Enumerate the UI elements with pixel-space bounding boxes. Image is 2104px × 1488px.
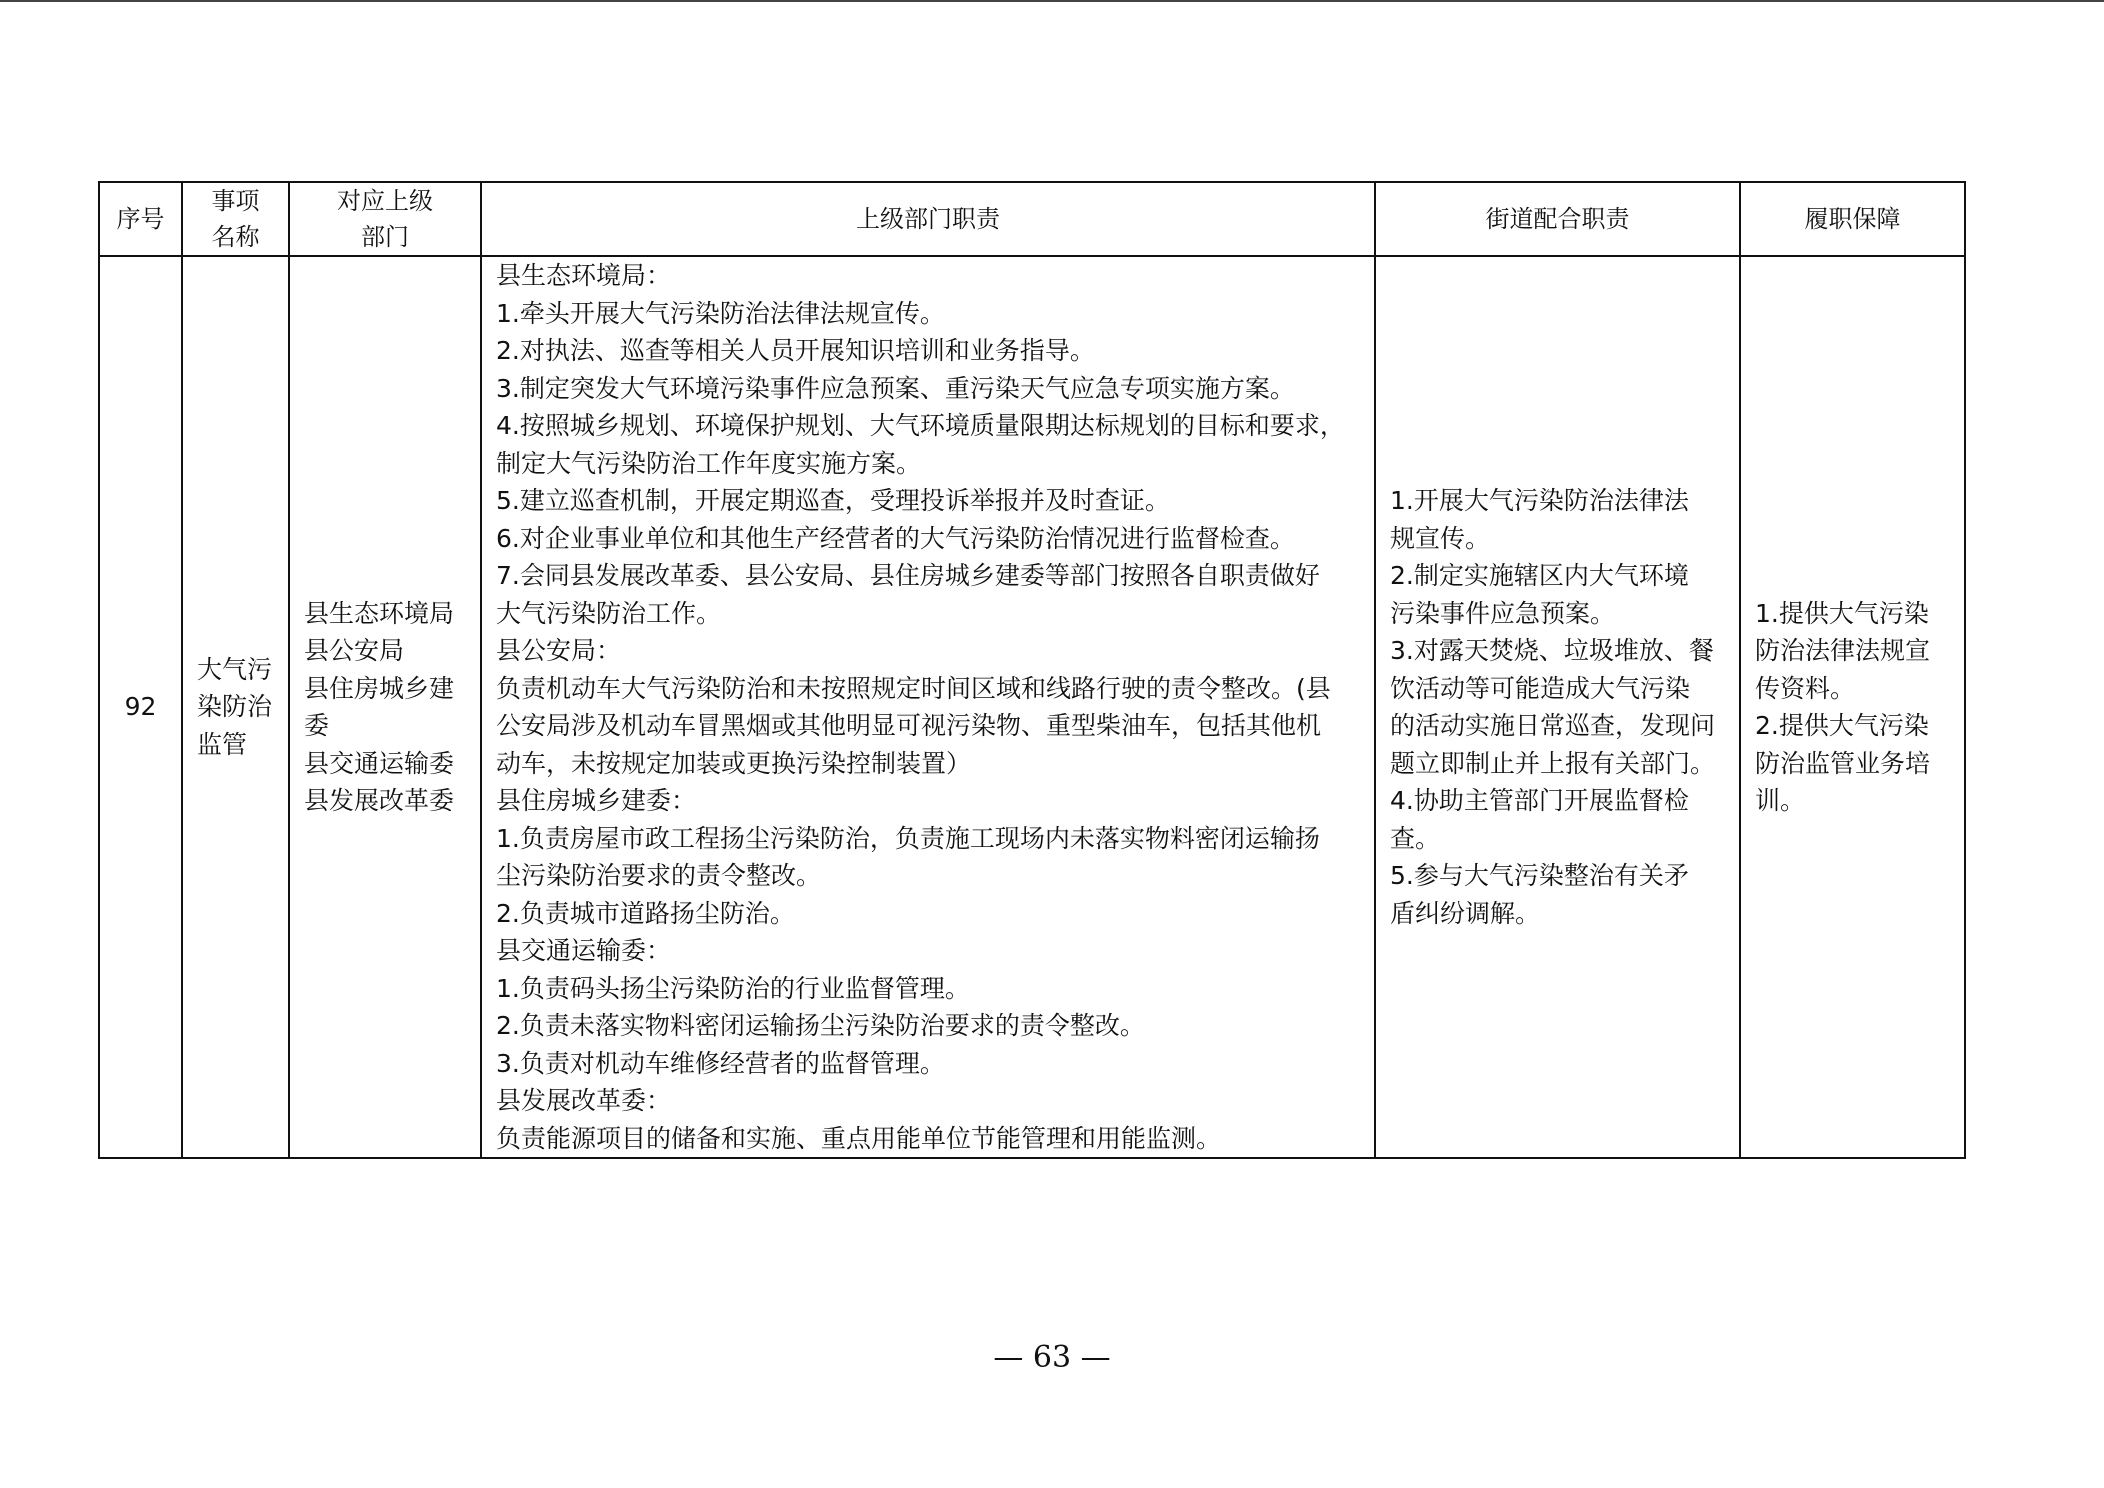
header-item-name: 事项 名称	[182, 182, 289, 256]
header-support: 履职保障	[1740, 182, 1965, 256]
cell-upper-duties: 县生态环境局： 1.牵头开展大气污染防治法律法规宣传。 2.对执法、巡查等相关人员开展知识培训和业务指导。 3.制定突发大气环境污染事件应急预案、重污染天气应急专项实施方案。 4.按照城乡规划、环境保护规划、大气环境质量限期达标规划的目标和要求， 制定大气污染防治工作年度实施方案。 5.建立巡查机制，开展定期巡查，受理投诉举报并及时查证。 6.对企业事业单位和其他生产经营者的大气污染防治情况进行监督检查。 7.会同县发展改革委、县公安局、县住房城乡建委等部门按照各自职责做好 大气污染防治工作。 县公安局： 负责机动车大气污染防治和未按照规定时间区域和线路行驶的责令整改。(县 公安局涉及机动车冒黑烟或其他明显可视污染物、重型柴油车，包括其他机 动车，未按规定加装或更换污染控制装置） 县住房城乡建委： 1.负责房屋市政工程扬尘污染防治，负责施工现场内未落实物料密闭运输扬 尘污染防治要求的责令整改。 2.负责城市道路扬尘防治。 县交通运输委： 1.负责码头扬尘污染防治的行业监督管理。 2.负责未落实物料密闭运输扬尘污染防治要求的责令整改。 3.负责对机动车维修经营者的监督管理。 县发展改革委： 负责能源项目的储备和实施、重点用能单位节能管理和用能监测。	[481, 256, 1375, 1158]
cell-support: 1.提供大气污染 防治法律法规宣 传资料。 2.提供大气污染 防治监管业务培 训。	[1740, 256, 1965, 1158]
table-header-row	[99, 182, 1965, 256]
header-upper-duties: 上级部门职责	[481, 182, 1375, 256]
page-number: — 63 —	[993, 1340, 1111, 1375]
cell-upper-depts: 县生态环境局 县公安局 县住房城乡建 委 县交通运输委 县发展改革委	[289, 256, 481, 1158]
cell-serial-no: 92	[99, 256, 182, 1158]
cell-street-duties: 1.开展大气污染防治法律法 规宣传。 2.制定实施辖区内大气环境 污染事件应急预案。 3.对露天焚烧、垃圾堆放、餐 饮活动等可能造成大气污染 的活动实施日常巡查，发现问 题立即制止并上报有关部门。 4.协助主管部门开展监督检 查。 5.参与大气污染整治有关矛 盾纠纷调解。	[1375, 256, 1740, 1158]
header-street-duties: 街道配合职责	[1375, 182, 1740, 256]
header-upper-dept: 对应上级 部门	[289, 182, 481, 256]
top-border-line	[0, 0, 2104, 2]
duty-table	[98, 181, 1966, 1159]
table-row	[99, 256, 1965, 1158]
cell-item-name: 大气污 染防治 监管	[182, 256, 289, 1158]
header-serial-no: 序号	[99, 182, 182, 256]
